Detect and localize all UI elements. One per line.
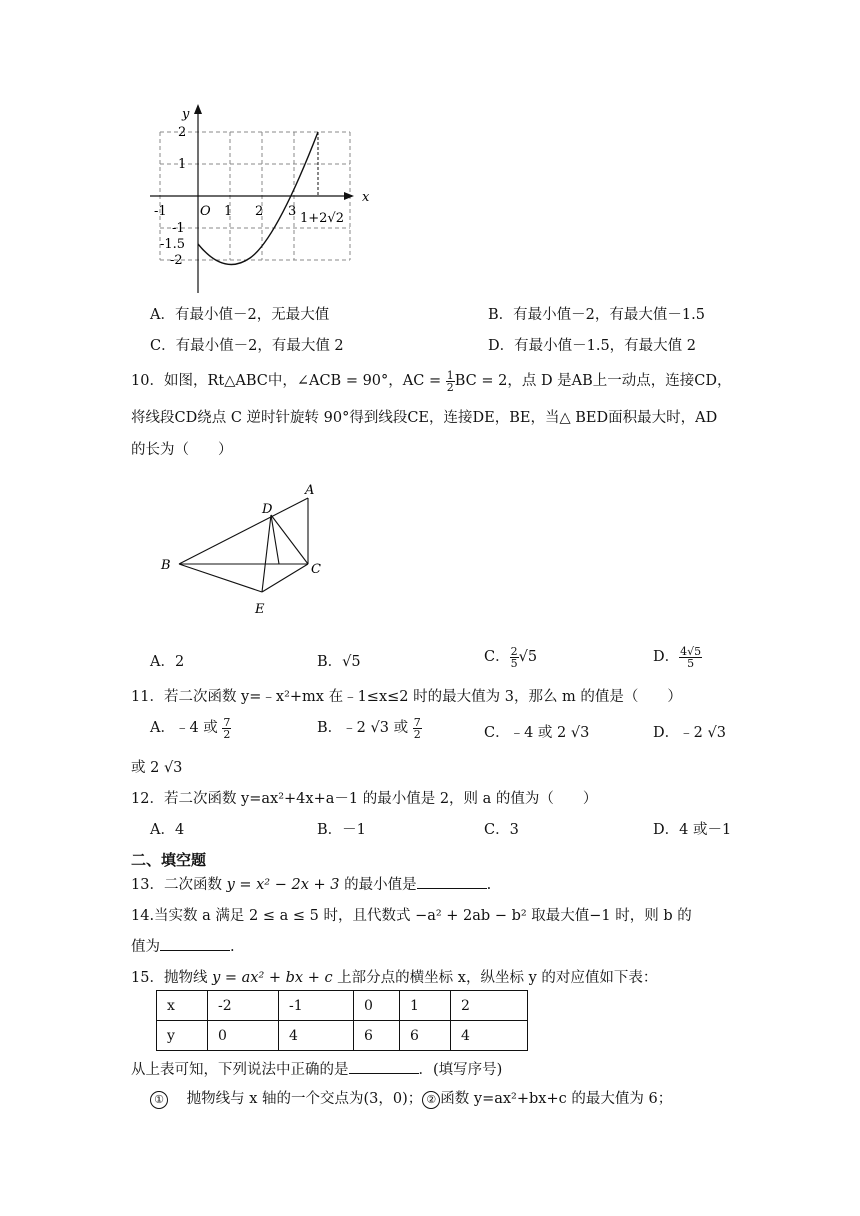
q15-after: 从上表可知，下列说法中正确的是 ．(填写序号) <box>131 1062 503 1078</box>
q10-label-b: B <box>161 558 171 573</box>
table-cell: 6 <box>354 1021 400 1051</box>
q9-option-b[interactable]: B．有最小值－2，有最大值－1.5 <box>488 307 705 323</box>
q11-option-d[interactable]: D．﹣2 √3 <box>653 725 726 741</box>
q15-table <box>156 990 528 1051</box>
q9-y-label: y <box>182 107 190 122</box>
q10-label-d: D <box>262 502 273 517</box>
q9-origin: O <box>200 204 211 219</box>
q13-stem: 13．二次函数 y = x² − 2x + 3 的最小值是 . <box>131 877 492 893</box>
q9-option-a[interactable]: A．有最小值－2，无最大值 <box>150 307 330 323</box>
table-cell: 4 <box>279 1021 354 1051</box>
q9-tick-x: 2 <box>255 204 264 219</box>
table-cell: 1 <box>400 991 451 1021</box>
q9-special-x: 1+2√2 <box>300 211 344 226</box>
q15-item2: 函数 y=ax²+bx+c 的最大值为 6； <box>440 1091 673 1107</box>
table-cell: 0 <box>208 1021 279 1051</box>
q9-tick-y: 2 <box>178 125 187 140</box>
q15-answer-blank[interactable] <box>349 1073 419 1074</box>
q10-label-e: E <box>255 602 265 617</box>
table-cell: -2 <box>208 991 279 1021</box>
q9-tick-y: 1 <box>178 157 187 172</box>
table-cell: 2 <box>451 991 528 1021</box>
q11-option-a[interactable]: A．﹣4 或 $\frac{7}{2}$ <box>150 715 231 741</box>
q9-graph <box>140 98 380 298</box>
q9-x-label: x <box>362 190 370 205</box>
table-cell: x <box>157 991 208 1021</box>
table-cell: 6 <box>400 1021 451 1051</box>
q15-item1: 抛物线与 x 轴的一个交点为(3，0)； <box>186 1091 423 1107</box>
q9-tick-y: -1 <box>172 221 185 236</box>
q12-option-c[interactable]: C．3 <box>484 822 519 838</box>
q10-figure <box>155 476 335 621</box>
q11-option-c[interactable]: C．﹣4 或 2 √3 <box>484 725 590 741</box>
q11-stem: 11．若二次函数 y=﹣x²+mx 在﹣1≤x≤2 时的最大值为 3，那么 m 的值是（ ） <box>131 689 682 705</box>
q10-option-a[interactable]: A．2 <box>150 654 185 670</box>
q10-stem-line1: 10．如图，Rt△ABC中，∠ACB = 90°，AC = $\frac{1}{2}$ BC = 2，点 D 是AB上一动点，连接CD， <box>131 368 732 394</box>
q9-tick-x: -1 <box>154 204 167 219</box>
q9-option-d[interactable]: D．有最小值－1.5，有最大值 2 <box>488 338 697 354</box>
q11-option-d-cont: 或 2 √3 <box>131 760 183 776</box>
table-row <box>157 1021 528 1051</box>
q10-option-c[interactable]: C． $\frac{2}{5}$ √5 <box>484 644 538 670</box>
item-number: ② <box>422 1091 440 1109</box>
table-cell: 4 <box>451 1021 528 1051</box>
q15-items <box>150 1087 672 1109</box>
q9-tick-x: 3 <box>288 204 297 219</box>
q14-line1: 14.当实数 a 满足 2 ≤ a ≤ 5 时，且代数式 −a² + 2ab − b² 取最大值−1 时，则 b 的 <box>131 908 692 924</box>
q10-label-a: A <box>305 483 315 498</box>
q10-option-d[interactable]: D． $\frac{4√5}{5}$ <box>653 644 702 670</box>
section-title: 二、填空题 <box>131 851 207 869</box>
q9-tick-y: -1.5 <box>160 237 186 252</box>
table-cell: 0 <box>354 991 400 1021</box>
q10-option-b[interactable]: B．√5 <box>317 654 361 670</box>
q13-answer-blank[interactable] <box>417 888 487 889</box>
q12-stem: 12．若二次函数 y=ax²+4x+a－1 的最小值是 2，则 a 的值为（ ） <box>131 791 598 807</box>
table-cell: y <box>157 1021 208 1051</box>
q12-option-a[interactable]: A．4 <box>150 822 185 838</box>
q11-option-b[interactable]: B．﹣2 √3 或 $\frac{7}{2}$ <box>317 715 421 741</box>
q12-option-b[interactable]: B．－1 <box>317 822 366 838</box>
q9-tick-x: 1 <box>224 204 233 219</box>
q14-line2: 值为 . <box>131 939 235 955</box>
table-row <box>157 991 528 1021</box>
q10-stem-line3: 的长为（ ） <box>131 442 233 458</box>
q10-stem-line2: 将线段CD绕点 C 逆时针旋转 90°得到线段CE，连接DE，BE，当△ BED面积最大时，AD <box>131 410 718 426</box>
q14-answer-blank[interactable] <box>160 950 230 951</box>
q9-option-c[interactable]: C．有最小值－2，有最大值 2 <box>150 338 344 354</box>
q15-stem: 15．抛物线 y = ax² + bx + c 上部分点的横坐标 x，纵坐标 y 的对应值如下表： <box>131 970 658 986</box>
q9-tick-y: -2 <box>170 253 183 268</box>
q10-label-c: C <box>311 562 321 577</box>
table-cell: -1 <box>279 991 354 1021</box>
item-number: ① <box>150 1091 168 1109</box>
q12-option-d[interactable]: D．4 或－1 <box>653 822 732 838</box>
